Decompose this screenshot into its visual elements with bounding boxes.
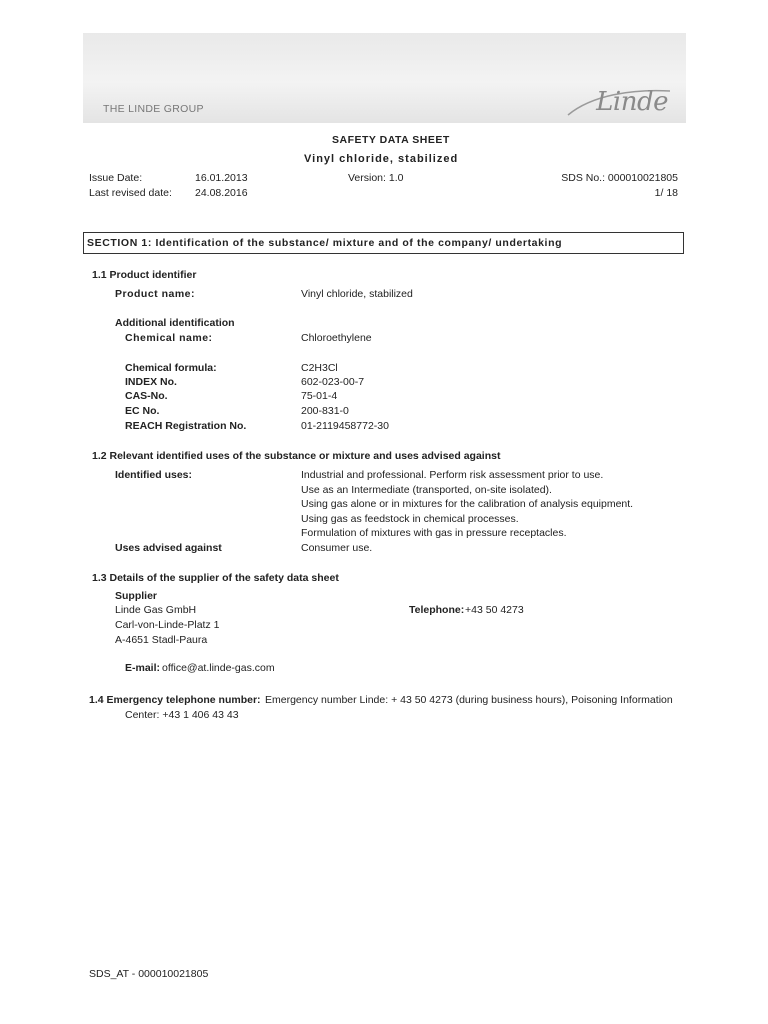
section-1-heading: SECTION 1: Identification of the substance/ mixture and of the company/ undertaking <box>87 237 563 249</box>
logo-text: Linde <box>596 87 668 117</box>
chemical-name-label: Chemical name: <box>125 332 213 344</box>
revised-date-value: 24.08.2016 <box>195 187 248 199</box>
issue-date-value: 16.01.2013 <box>195 172 248 184</box>
id-label: CAS-No. <box>125 390 168 402</box>
id-label: REACH Registration No. <box>125 420 247 432</box>
identified-use-item: Using gas alone or in mixtures for the calibration of analysis equipment. <box>301 498 634 510</box>
telephone-label: Telephone: <box>409 604 465 616</box>
subsection-1-1-title: 1.1 Product identifier <box>92 269 197 281</box>
id-value: 75-01-4 <box>301 390 338 402</box>
subsection-1-2-title: 1.2 Relevant identified uses of the substance or mixture and uses advised against <box>92 450 501 462</box>
product-subtitle: Vinyl chloride, stabilized <box>304 153 459 165</box>
footer-document-code: SDS_AT - 000010021805 <box>89 968 209 980</box>
telephone-value: +43 50 4273 <box>465 604 524 616</box>
id-label: EC No. <box>125 405 160 417</box>
section-1-heading-box <box>83 232 684 254</box>
email-label: E-mail: <box>125 662 161 674</box>
id-value: 200-831-0 <box>301 405 349 417</box>
document-title: SAFETY DATA SHEET <box>332 134 450 146</box>
id-value: 602-023-00-7 <box>301 376 365 388</box>
id-value: C2H3Cl <box>301 362 338 374</box>
identified-use-item: Using gas as feedstock in chemical processes. <box>301 513 519 525</box>
header-banner <box>83 33 686 123</box>
identified-uses-label: Identified uses: <box>115 469 193 481</box>
additional-identification-label: Additional identification <box>115 317 235 329</box>
identified-use-item: Formulation of mixtures with gas in pressure receptacles. <box>301 527 567 539</box>
id-value: 01-2119458772-30 <box>301 420 389 432</box>
version-text: Version: 1.0 <box>348 172 404 184</box>
page-number: 1/ 18 <box>654 187 678 199</box>
product-name-label: Product name: <box>115 288 196 300</box>
emergency-number-line2: Center: +43 1 406 43 43 <box>125 709 239 721</box>
identified-use-item: Industrial and professional. Perform risk assessment prior to use. <box>301 469 604 481</box>
product-name-value: Vinyl chloride, stabilized <box>301 288 413 300</box>
issue-date-label: Issue Date: <box>89 172 143 184</box>
id-label: INDEX No. <box>125 376 177 388</box>
subsection-1-4-title: 1.4 Emergency telephone number: <box>89 694 261 706</box>
linde-logo <box>562 85 672 119</box>
supplier-label: Supplier <box>115 590 158 602</box>
id-label: Chemical formula: <box>125 362 217 374</box>
sds-number: SDS No.: 000010021805 <box>561 172 678 184</box>
identified-use-item: Use as an Intermediate (transported, on-site isolated). <box>301 484 552 496</box>
company-group-name: THE LINDE GROUP <box>103 103 204 115</box>
supplier-line: A-4651 Stadl-Paura <box>115 634 208 646</box>
subsection-1-3-title: 1.3 Details of the supplier of the safety data sheet <box>92 572 339 584</box>
emergency-number-line1: Emergency number Linde: + 43 50 4273 (during business hours), Poisoning Information <box>265 694 673 706</box>
supplier-line: Carl-von-Linde-Platz 1 <box>115 619 220 631</box>
uses-advised-against-value: Consumer use. <box>301 542 373 554</box>
chemical-name-value: Chloroethylene <box>301 332 372 344</box>
supplier-line: Linde Gas GmbH <box>115 604 197 616</box>
revised-date-label: Last revised date: <box>89 187 172 199</box>
uses-advised-against-label: Uses advised against <box>115 542 222 554</box>
email-value[interactable]: office@at.linde-gas.com <box>162 662 275 674</box>
